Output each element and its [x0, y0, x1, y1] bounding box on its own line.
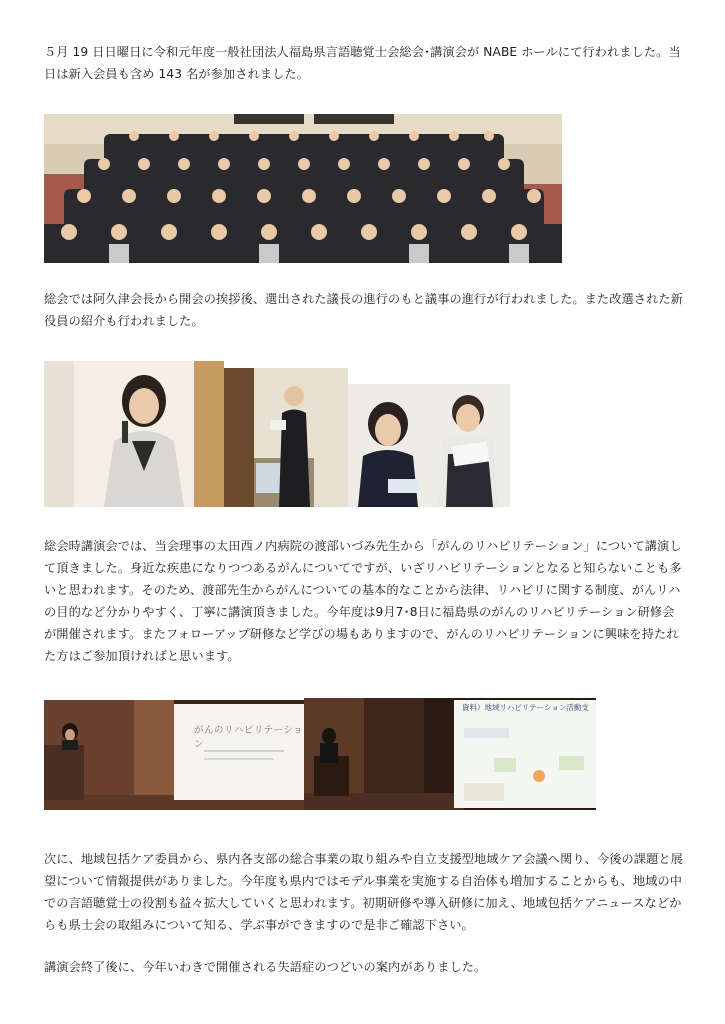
paragraph-closing: 講演会終了後に、今年いわきで開催される失語症のつどいの案内がありました。 — [44, 960, 487, 974]
slide-title-1: がんのリハビリテーション — [194, 725, 304, 750]
speaker-photo — [44, 361, 224, 507]
presentation-photo — [304, 698, 596, 810]
paragraph-lecture: 総会時講演会では、当会理事の太田西ノ内病院の渡部いづみ先生から「がんのリハビリテーション」について講演して頂きました。身近な疾患になりつつあるがんについてですが、いざリハビリテーションとなると知らないことも多いと思われます。そのため、渡部先生からがんについての基本的なことから法律、リハビリに関する制度、がんリハの目的など分かりやすく、丁寧に講演頂きました。今年度は9月7･8日に福島県のがんのリハビリテーション研修会が開催されます。またフォローアップ研修など学びの場もありますので、がんのリハビリテーションに興味を持たれた方はご参加頂ければと思います。 — [44, 539, 682, 663]
paragraph-community-care: 次に、地域包括ケア委員から、県内各支部の総合事業の取り組みや自立支援型地域ケア会議へ関り、今後の課題と展望について情報提供がありました。今年度も県内ではモデル事業を実施する自治体も増加することからも、地域の中での言語聴覚士の役割も益々拡大していくと思われます。初期研修や導入研修に加え、地域包括ケアニュースなどからも県士会の取組みについて知る、学ぶ事ができますので是非ご確認下さい。 — [44, 852, 683, 932]
paragraph-general-meeting: 総会では阿久津会長から開会の挨拶後、選出された議長の進行のもと議事の進行が行われました。また改選された新役員の紹介も行われました。 — [44, 292, 683, 328]
chair-photo — [224, 368, 348, 507]
group-photo — [44, 114, 562, 263]
paragraph-intro: ５月 19 日日曜日に令和元年度一般社団法人福島県言語聴覚士会総会･講演会が NABE ホールにて行われました。当日は新入会員も含め 143 名が参加されました。 — [44, 45, 681, 81]
slide-title-2: 資料）地域リハビリテーション活動支 — [462, 703, 589, 712]
lecture-stage-photo — [44, 700, 304, 810]
officers-photo — [348, 384, 510, 507]
